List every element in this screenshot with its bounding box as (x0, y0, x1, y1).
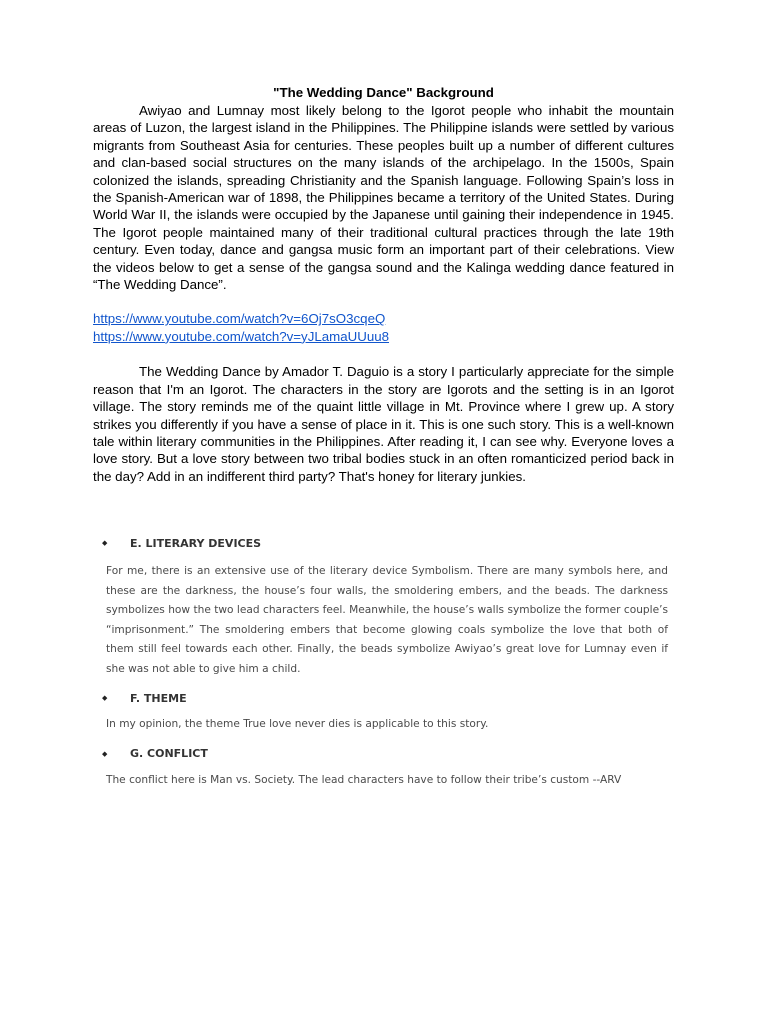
conflict-heading-text: G. CONFLICT (130, 747, 208, 760)
literary-devices-heading (98, 532, 668, 554)
diamond-bullet-icon: ◆ (102, 694, 108, 702)
document-title: "The Wedding Dance" Background (273, 85, 494, 100)
reflection-paragraph: The Wedding Dance by Amador T. Daguio is a story I particularly appreciate for the simple reason that I'm an Igorot. The characters in the story are Igorots and the setting is in an Igorot village. The story reminds me of the quaint little village in Mt. Province where I grew up. A story strikes you differently if you have a sense of place in it. This is one such story. This is a well-known tale within literary communities in the Philippines. After reading it, I can see why. Everyone loves a love story. But a love story between two tribal bodies stuck in an often romanticized period back in the day? Add in an indifferent third party? That's honey for literary junkies. (93, 364, 674, 484)
diamond-bullet-icon: ◆ (102, 749, 108, 758)
video-link-1[interactable]: https://www.youtube.com/watch?v=6Oj7sO3cqeQ (93, 311, 386, 327)
theme-heading (98, 687, 668, 709)
document-page (93, 84, 674, 485)
theme-body: In my opinion, the theme True love never dies is applicable to this story. (106, 718, 489, 730)
diamond-bullet-icon: ◆ (102, 539, 108, 547)
literary-devices-body: For me, there is an extensive use of the literary device Symbolism. There are many symbols here, and these are the darkness, the house’s four walls, the smoldering embers, and the beads. The darkness symbolizes how the two lead characters feel. Meanwhile, the house’s walls symbolize the former couple’s “imprisonment.” The smoldering embers that become glowing coals symbolize the love that both of them still feel towards each other. Finally, the beads symbolize Awiyao’s great love for Lumnay even if she was not able to give him a child. (106, 565, 668, 675)
theme-heading-text: F. THEME (130, 691, 187, 705)
literary-devices-heading-text: E. LITERARY DEVICES (130, 536, 262, 550)
conflict-body: The conflict here is Man vs. Society. The lead characters have to follow their tribe’s custom --ARV (106, 773, 622, 786)
conflict-heading (98, 743, 668, 765)
video-links (93, 310, 674, 345)
embedded-analysis-screenshot (98, 532, 668, 798)
video-link-2[interactable]: https://www.youtube.com/watch?v=yJLamaUUuu8 (93, 328, 389, 344)
background-paragraph: Awiyao and Lumnay most likely belong to the Igorot people who inhabit the mountain areas of Luzon, the largest island in the Philippines. The Philippine islands were settled by various migrants from Southeast Asia for centuries. These peoples built up a number of different cultures and clan-based social structures on the many islands of the archipelago. In the 1500s, Spain colonized the islands, spreading Christianity and the Spanish language. Following Spain’s loss in the Spanish-American war of 1898, the Philippines became a territory of the United States. During World War II, the islands were occupied by the Japanese until gaining their independence in 1945. The Igorot people maintained many of their traditional cultural practices through the late 19th century. Even today, dance and gangsa music form an important part of their celebrations. View the videos below to get a sense of the gangsa sound and the Kalinga wedding dance featured in “The Wedding Dance”. (93, 103, 674, 293)
